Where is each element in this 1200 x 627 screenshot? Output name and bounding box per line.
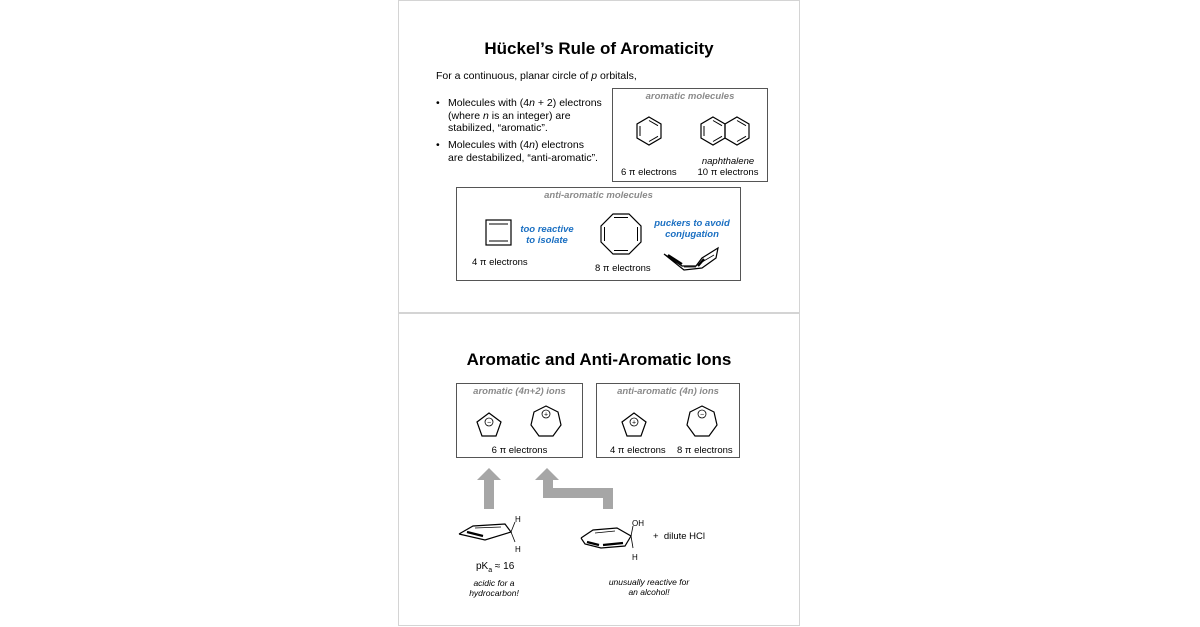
- note-line-2: conjugation: [665, 229, 719, 240]
- b1-n: n: [529, 97, 535, 109]
- cp-h-bottom: H: [515, 545, 521, 554]
- benzene-structure: [631, 113, 671, 153]
- box-label: anti-aromatic (4n) ions: [617, 386, 719, 397]
- intro-text: [436, 70, 637, 83]
- tropylium-cation-structure: [527, 402, 567, 442]
- naphthalene-structure: [697, 113, 767, 153]
- box-label: anti-aromatic molecules: [544, 190, 653, 201]
- anti-ions-electrons-b: 8 π electrons: [677, 445, 733, 456]
- b2-a: Molecules with (4: [448, 139, 530, 151]
- b2-l2: are destabilized, “anti-aromatic”.: [448, 151, 598, 164]
- minus-sign: −: [486, 419, 492, 427]
- cyclopentadiene-structure: [453, 514, 523, 554]
- cp-note: [459, 578, 529, 598]
- pka-label: [476, 560, 514, 577]
- pka-prefix: pK: [476, 561, 489, 572]
- aromatic-ions-electrons: 6 π electrons: [491, 445, 548, 456]
- intro-suffix: orbitals,: [597, 70, 637, 82]
- cyclobutadiene-structure: [484, 218, 514, 248]
- cycloheptatrienol-structure: [579, 522, 649, 562]
- cycloheptatrienyl-anion-structure: [683, 402, 723, 442]
- b1-l3: stabilized, “aromatic”.: [448, 122, 548, 134]
- b1-l2b: is an integer) are: [488, 109, 571, 122]
- cyclopentadienyl-cation-structure: [619, 404, 649, 440]
- slide-title: Hückel’s Rule of Aromaticity: [484, 39, 714, 58]
- cht-oh: OH: [632, 519, 644, 528]
- cot-electrons: 8 π electrons: [595, 263, 651, 274]
- puckered-cot-structure: [662, 246, 722, 276]
- box-label: aromatic (4n+2) ions: [473, 386, 566, 397]
- cp-h-top: H: [515, 515, 521, 524]
- bullet-aromatic: [436, 97, 602, 135]
- note-line-2: to isolate: [526, 235, 568, 246]
- b1-b: + 2) electrons: [534, 97, 602, 109]
- bullet-antiaromatic: [436, 139, 598, 164]
- cyclobutadiene-electrons: 4 π electrons: [472, 257, 528, 268]
- b1-l2a: (where: [448, 109, 484, 122]
- box-label: aromatic molecules: [645, 91, 735, 102]
- slide-title: Aromatic and Anti-Aromatic Ions: [466, 350, 732, 369]
- slide-aromatic-ions: [398, 313, 800, 626]
- plus-sign: +: [543, 411, 549, 419]
- note-line-1: acidic for a: [473, 578, 515, 588]
- antiaromatic-molecules-box: [456, 187, 741, 281]
- antiaromatic-ions-box: [596, 383, 740, 458]
- up-arrow-right: [535, 468, 613, 509]
- b2-n: n: [529, 139, 535, 151]
- cyclooctatetraene-structure: [599, 212, 645, 258]
- aromatic-molecules-box: [612, 88, 768, 182]
- note-line-2: hydrocarbon!: [469, 588, 519, 598]
- intro-prefix: For a continuous, planar circle of: [436, 70, 592, 82]
- benzene-electrons: 6 π electrons: [621, 167, 677, 178]
- bullet-dot: •: [436, 139, 440, 151]
- naphthalene-electrons: 10 π electrons: [697, 167, 759, 178]
- cyclopentadienyl-anion-structure: [474, 404, 504, 440]
- slide-huckel-rule: [398, 0, 800, 313]
- pka-suffix: ≈ 16: [492, 561, 515, 572]
- pka-sub: a: [488, 567, 493, 574]
- cyclobutadiene-note: [512, 224, 582, 246]
- aromatic-ions-box: [456, 383, 583, 458]
- anti-ions-electrons-a: 4 π electrons: [610, 445, 666, 456]
- note-line-1: unusually reactive for: [608, 577, 690, 587]
- b1-a: Molecules with (4: [448, 97, 530, 109]
- bullet-dot: •: [436, 97, 440, 109]
- cht-note: [604, 577, 694, 597]
- note-line-1: puckers to avoid: [654, 218, 730, 229]
- b2-b: ) electrons: [534, 139, 584, 151]
- intro-p: p: [591, 70, 598, 82]
- reagent-label: + dilute HCl: [653, 531, 706, 542]
- cht-h: H: [632, 553, 638, 562]
- note-line-2: an alcohol!: [628, 587, 670, 597]
- up-arrow-left: [477, 468, 501, 509]
- b1-l2n: n: [483, 109, 489, 122]
- naphthalene-name: naphthalene: [701, 156, 755, 167]
- cot-note: [650, 218, 734, 240]
- note-line-1: too reactive: [520, 224, 574, 235]
- minus-sign: −: [699, 411, 705, 419]
- plus-sign: +: [631, 419, 637, 427]
